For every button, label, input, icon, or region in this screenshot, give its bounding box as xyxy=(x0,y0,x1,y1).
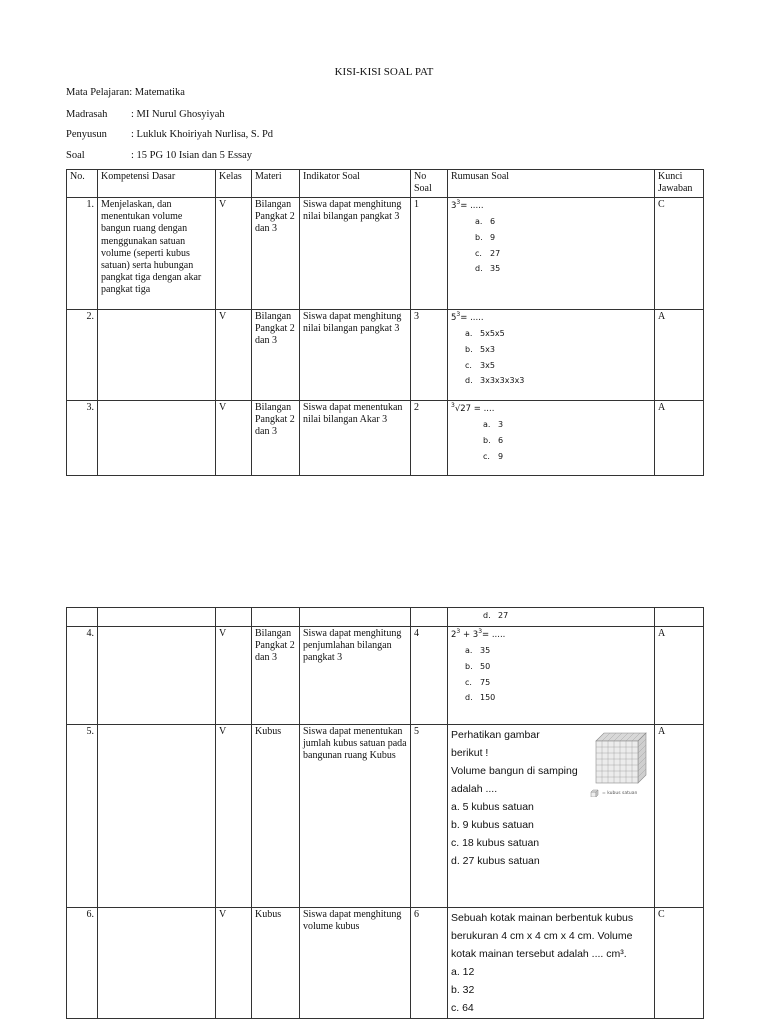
kisi-table-1 xyxy=(66,169,704,476)
materi: Bilangan Pangkat 2 dan 3 xyxy=(252,310,300,401)
kunci-jawaban: A xyxy=(655,725,704,908)
option-item: a. 12 xyxy=(451,966,475,978)
kompetensi-dasar xyxy=(98,725,216,908)
indikator: Siswa dapat menghitung penjumlahan bilangan pangkat 3 xyxy=(300,627,411,725)
rumusan-soal xyxy=(448,310,655,401)
question-text: $5^3=$ ..... xyxy=(451,311,484,323)
meta-label: Soal xyxy=(66,150,85,161)
kisi-table-2 xyxy=(66,607,704,1019)
option-item: a. 35 xyxy=(465,646,491,656)
row-number: 1. xyxy=(67,198,98,310)
question-line: adalah .... xyxy=(451,783,498,795)
kompetensi-dasar xyxy=(98,908,216,1019)
option-item: c. 64 xyxy=(451,1002,474,1014)
materi: Kubus xyxy=(252,725,300,908)
unit-cube-icon xyxy=(590,789,600,797)
kunci-jawaban: C xyxy=(655,198,704,310)
rumusan-soal xyxy=(448,725,655,908)
option-item: b. 5x3 xyxy=(465,344,495,354)
meta-label: Penyusun xyxy=(66,129,107,140)
option-item: a. 3 xyxy=(483,420,504,430)
question-line: kotak mainan tersebut adalah .... cm³. xyxy=(451,948,627,960)
option-item: c. 27 xyxy=(475,248,501,258)
materi: Bilangan Pangkat 2 dan 3 xyxy=(252,198,300,310)
option-item: d. 150 xyxy=(465,693,496,703)
question-text: $^3$√27 = .... xyxy=(451,402,495,414)
table-row xyxy=(67,908,704,1019)
row-number: 4. xyxy=(67,627,98,725)
rumusan-soal xyxy=(448,627,655,725)
header-cell: Kelas xyxy=(216,170,252,198)
no-soal: 6 xyxy=(411,908,448,1019)
option-item: d. 27 xyxy=(483,611,509,620)
indikator: Siswa dapat menghitung volume kubus xyxy=(300,908,411,1019)
option-item: b. 9 xyxy=(475,232,496,242)
question-line: berukuran 4 cm x 4 cm x 4 cm. Volume xyxy=(451,930,633,942)
row-number: 3. xyxy=(67,401,98,476)
kunci-jawaban: C xyxy=(655,908,704,1019)
question-text: $3^3=$ ..... xyxy=(451,199,484,211)
no-soal: 5 xyxy=(411,725,448,908)
cube-figure-icon xyxy=(590,729,650,791)
kunci-jawaban: A xyxy=(655,310,704,401)
header-cell: Indikator Soal xyxy=(300,170,411,198)
kunci-jawaban: A xyxy=(655,401,704,476)
option-item: c. 3x5 xyxy=(465,360,495,370)
meta-label: Madrasah xyxy=(66,109,108,120)
option-item: a. 5x5x5 xyxy=(465,329,505,339)
subject-line: Mata Pelajaran: Matematika xyxy=(66,87,185,98)
header-cell: Rumusan Soal xyxy=(448,170,655,198)
header-cell: No Soal xyxy=(411,170,448,198)
row-number: 5. xyxy=(67,725,98,908)
kelas: V xyxy=(216,908,252,1019)
question-line: berikut ! xyxy=(451,747,489,759)
kelas: V xyxy=(216,627,252,725)
table-row xyxy=(67,310,704,401)
option-item: b. 6 xyxy=(483,435,504,445)
kelas: V xyxy=(216,198,252,310)
option-item: c. 18 kubus satuan xyxy=(451,837,540,849)
no-soal: 2 xyxy=(411,401,448,476)
meta-madrasah xyxy=(66,109,225,120)
rumusan-soal xyxy=(448,608,655,627)
option-item: c. 75 xyxy=(465,677,491,687)
no-soal: 4 xyxy=(411,627,448,725)
rumusan-soal xyxy=(448,908,655,1019)
indikator: Siswa dapat menghitung nilai bilangan pangkat 3 xyxy=(300,198,411,310)
meta-penyusun xyxy=(66,129,273,140)
kompetensi-dasar xyxy=(98,401,216,476)
table-row xyxy=(67,198,704,310)
kompetensi-dasar xyxy=(98,310,216,401)
materi: Kubus xyxy=(252,908,300,1019)
rumusan-soal xyxy=(448,401,655,476)
table-header-row xyxy=(67,170,704,198)
materi: Bilangan Pangkat 2 dan 3 xyxy=(252,627,300,725)
option-item: b. 9 kubus satuan xyxy=(451,819,534,831)
rumusan-soal xyxy=(448,198,655,310)
document-title: KISI-KISI SOAL PAT xyxy=(334,66,434,78)
unit-cube-caption: = kubus satuan xyxy=(602,791,638,796)
materi: Bilangan Pangkat 2 dan 3 xyxy=(252,401,300,476)
row-number: 2. xyxy=(67,310,98,401)
meta-soal xyxy=(66,150,252,161)
table-row xyxy=(67,627,704,725)
option-item: b. 32 xyxy=(451,984,475,996)
kelas: V xyxy=(216,310,252,401)
option-item: a. 5 kubus satuan xyxy=(451,801,534,813)
kompetensi-dasar: Menjelaskan, dan menentukan volume bangun ruang dengan menggunakan satuan volume (seperti kubus satuan) serta hubungan pangkat tiga dengan akar pangkat tiga xyxy=(98,198,216,310)
question-text: $2^3 + 3^3=$ ..... xyxy=(451,628,506,640)
header-cell: Kompetensi Dasar xyxy=(98,170,216,198)
option-item: d. 3x3x3x3x3 xyxy=(465,376,525,386)
meta-value: : 15 PG 10 Isian dan 5 Essay xyxy=(131,150,253,161)
question-line: Sebuah kotak mainan berbentuk kubus xyxy=(451,912,634,924)
option-item: d. 27 kubus satuan xyxy=(451,855,540,867)
no-soal: 3 xyxy=(411,310,448,401)
header-cell: Materi xyxy=(252,170,300,198)
option-item: c. 9 xyxy=(483,451,504,461)
meta-value: : MI Nurul Ghosyiyah xyxy=(131,109,225,120)
row-number: 6. xyxy=(67,908,98,1019)
question-line: Perhatikan gambar xyxy=(451,729,540,741)
option-item: b. 50 xyxy=(465,661,491,671)
table-row xyxy=(67,725,704,908)
indikator: Siswa dapat menentukan nilai bilangan Akar 3 xyxy=(300,401,411,476)
option-item: d. 35 xyxy=(475,264,501,274)
indikator: Siswa dapat menentukan jumlah kubus satuan pada bangunan ruang Kubus xyxy=(300,725,411,908)
header-cell: No. xyxy=(67,170,98,198)
kelas: V xyxy=(216,725,252,908)
option-item: a. 6 xyxy=(475,217,496,227)
header-cell: Kunci Jawaban xyxy=(655,170,704,198)
table-row xyxy=(67,401,704,476)
no-soal: 1 xyxy=(411,198,448,310)
question-line: Volume bangun di samping xyxy=(451,765,578,777)
kunci-jawaban: A xyxy=(655,627,704,725)
meta-value: : Lukluk Khoiriyah Nurlisa, S. Pd xyxy=(131,129,274,140)
kelas: V xyxy=(216,401,252,476)
kompetensi-dasar xyxy=(98,627,216,725)
table-row-continued xyxy=(67,608,704,627)
cube-illustration xyxy=(590,729,650,799)
indikator: Siswa dapat menghitung nilai bilangan pangkat 3 xyxy=(300,310,411,401)
